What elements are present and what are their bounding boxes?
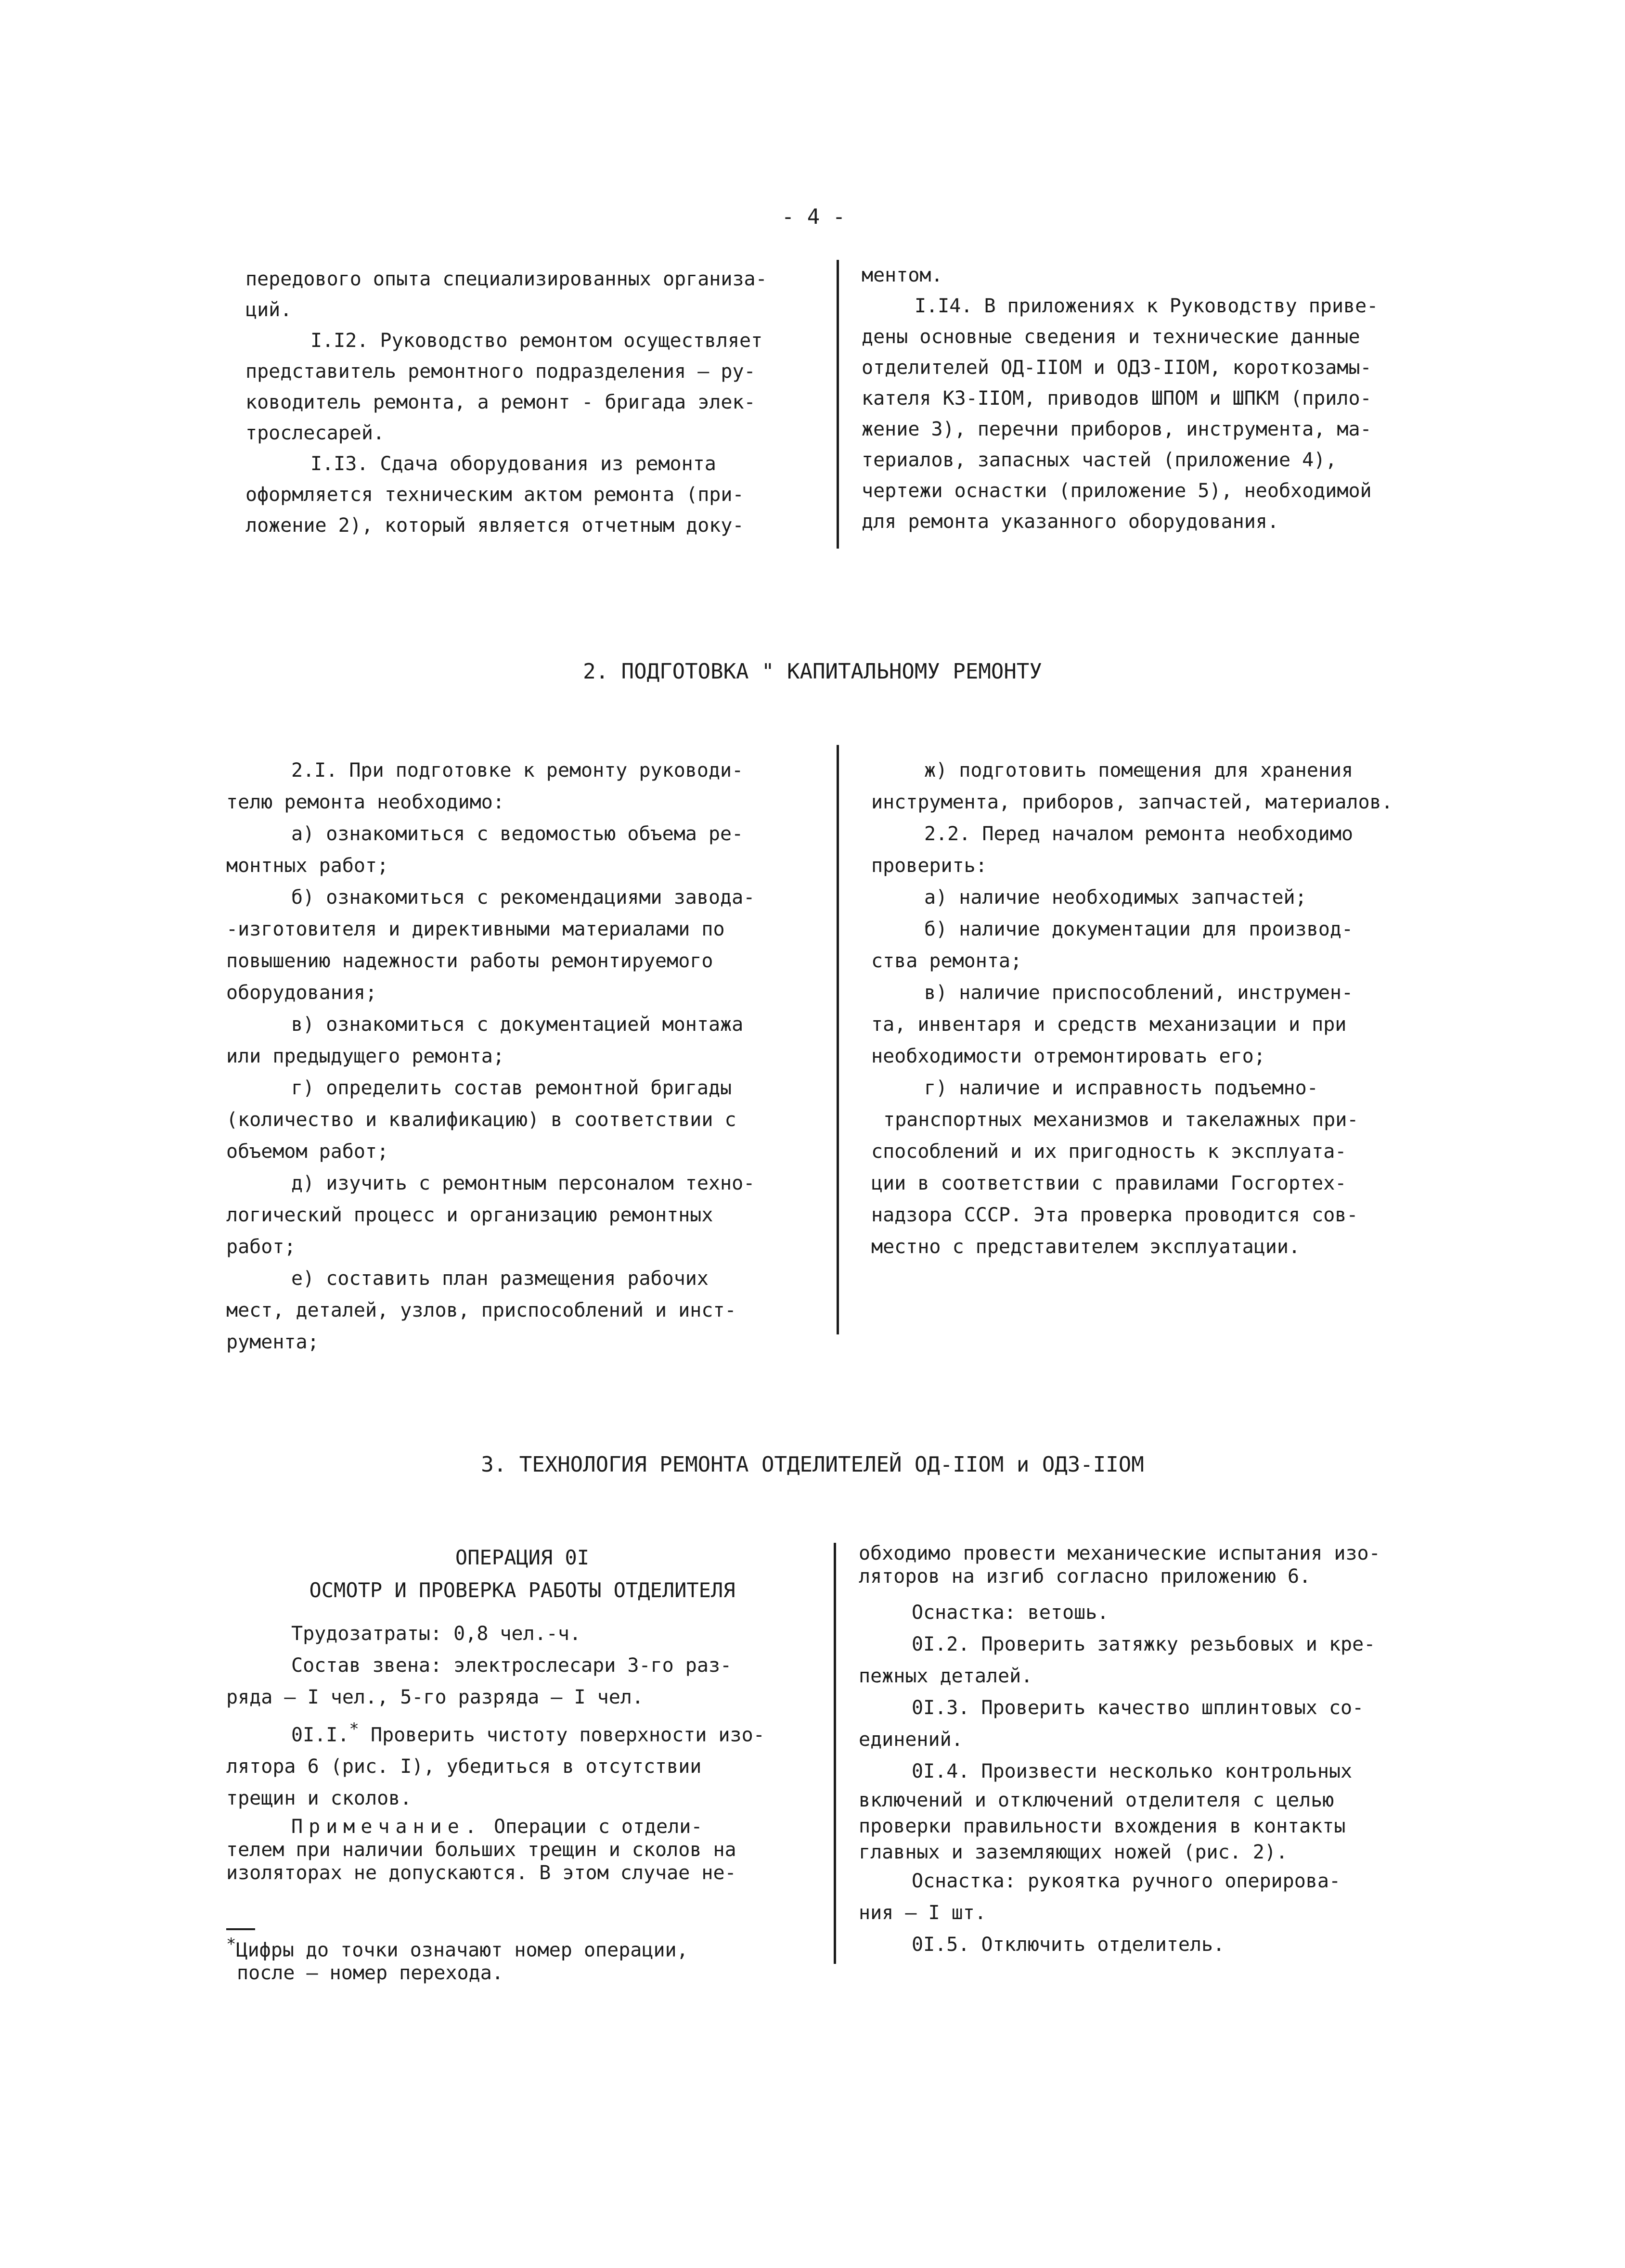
paragraph: ментом. <box>862 264 943 286</box>
paragraph: Оснастка: рукоятка ручного оперирова- <box>912 1870 1341 1892</box>
paragraph: в) наличие приспособлений, инструмен- <box>924 982 1354 1004</box>
footnote-text: Цифры до точки означают номер операции, <box>236 1939 688 1961</box>
paragraph: проверить: <box>871 855 987 877</box>
paragraph: работ; <box>226 1236 296 1258</box>
paragraph: ния – I шт. <box>859 1902 986 1924</box>
paragraph: Трудозатраты: 0,8 чел.-ч. <box>291 1623 581 1645</box>
note-text: Операции с отдели- <box>482 1816 703 1838</box>
paragraph: трослесарей. <box>245 422 385 444</box>
section1-left-column <box>245 264 813 541</box>
section-heading: 3. ТЕХНОЛОГИЯ РЕМОНТА ОТДЕЛИТЕЛЕЙ ОД-IIОМ и ОДЗ-IIОМ <box>481 1452 1144 1477</box>
paragraph: пежных деталей. <box>859 1665 1033 1687</box>
paragraph: е) составить план размещения рабочих <box>291 1268 709 1290</box>
note-line: изоляторах не допускаются. В этом случае не- <box>226 1862 736 1884</box>
paragraph: обходимо провести механические испытания изо- <box>859 1542 1380 1564</box>
paragraph: в) ознакомиться с документацией монтажа <box>291 1013 744 1036</box>
section3-right-column <box>859 1542 1451 1960</box>
text: Проверить чистоту поверхности изо- <box>359 1724 765 1746</box>
paragraph: Состав звена: электрослесари 3-го раз- <box>291 1654 732 1677</box>
section1-right-column <box>862 260 1439 537</box>
paragraph: ций. <box>245 299 292 321</box>
paragraph: трещин и сколов. <box>226 1787 412 1810</box>
paragraph: местно с представителем эксплуатации. <box>871 1236 1301 1258</box>
paragraph: кателя КЗ-IIОМ, приводов ШПОМ и ШПКМ (прило- <box>862 387 1372 410</box>
paragraph: ложение 2), который является отчетным доку- <box>245 514 744 537</box>
operation-number: 0I.I. <box>291 1724 349 1746</box>
paragraph: необходимости отремонтировать его; <box>871 1045 1265 1067</box>
paragraph: та, инвентаря и средств механизации и при <box>871 1013 1347 1036</box>
paragraph: или предыдущего ремонта; <box>226 1045 504 1067</box>
paragraph: д) изучить с ремонтным персоналом техно- <box>291 1172 755 1194</box>
paragraph: передового опыта специализированных организа- <box>245 268 767 290</box>
note-line: телем при наличии больших трещин и сколов на <box>226 1839 736 1861</box>
paragraph: 2.2. Перед началом ремонта необходимо <box>924 823 1354 845</box>
paragraph: I.I4. В приложениях к Руководству приве- <box>915 295 1379 317</box>
paragraph: а) наличие необходимых запчастей; <box>924 886 1307 909</box>
paragraph: объемом работ; <box>226 1140 389 1163</box>
paragraph: I.I2. Руководство ремонтом осуществляет <box>310 330 763 352</box>
paragraph: г) определить состав ремонтной бригады <box>291 1077 732 1099</box>
paragraph: б) наличие документации для производ- <box>924 918 1354 940</box>
paragraph: способлений и их пригодность к эксплуата- <box>871 1140 1347 1163</box>
footnote-line <box>226 1933 823 1961</box>
paragraph: б) ознакомиться с рекомендациями завода- <box>291 886 755 909</box>
paragraph <box>226 1713 818 1751</box>
paragraph: инструмента, приборов, запчастей, материалов. <box>871 791 1393 813</box>
section-heading: 2. ПОДГОТОВКА " КАПИТАЛЬНОМУ РЕМОНТУ <box>583 659 1042 684</box>
paragraph: надзора СССР. Эта проверка проводится сов- <box>871 1204 1358 1226</box>
paragraph: ководитель ремонта, а ремонт - бригада элек- <box>245 391 756 413</box>
note <box>226 1815 823 1884</box>
paragraph: проверки правильности вхождения в контакты <box>859 1815 1346 1837</box>
paragraph: оборудования; <box>226 982 377 1004</box>
paragraph: для ремонта указанного оборудования. <box>862 511 1279 533</box>
operation-title: ОПЕРАЦИЯ 0I <box>455 1546 590 1569</box>
paragraph: ряда – I чел., 5-го разряда – I чел. <box>226 1686 644 1708</box>
paragraph: жение 3), перечни приборов, инструмента, ма- <box>862 418 1372 440</box>
note-label: Примечание. <box>291 1816 482 1838</box>
paragraph: г) наличие и исправность подъемно- <box>924 1077 1318 1099</box>
paragraph: 0I.3. Проверить качество шплинтовых со- <box>912 1697 1364 1719</box>
footnote-rule <box>226 1928 255 1930</box>
paragraph: а) ознакомиться с ведомостью объема ре- <box>291 823 744 845</box>
note-line <box>226 1815 823 1838</box>
paragraph: монтных работ; <box>226 855 389 877</box>
paragraph: ства ремонта; <box>871 950 1022 972</box>
operation-subtitle: ОСМОТР И ПРОВЕРКА РАБОТЫ ОТДЕЛИТЕЛЯ <box>309 1578 735 1602</box>
paragraph: мест, деталей, узлов, приспособлений и инст- <box>226 1299 736 1321</box>
paragraph: ж) подготовить помещения для хранения <box>924 759 1354 782</box>
paragraph: чертежи оснастки (приложение 5), необходимой <box>862 480 1372 502</box>
footnote-line: после – номер перехода. <box>237 1962 503 1985</box>
paragraph: Оснастка: ветошь. <box>912 1602 1109 1624</box>
paragraph: 2.I. При подготовке к ремонту руководи- <box>291 759 744 782</box>
footnote-mark: * <box>226 1935 236 1954</box>
paragraph: лятора 6 (рис. I), убедиться в отсутствии <box>226 1755 702 1778</box>
paragraph: -изготовителя и директивными материалами по <box>226 918 725 940</box>
page-number: - 4 - <box>781 205 846 229</box>
paragraph: румента; <box>226 1331 319 1353</box>
paragraph: (количество и квалификацию) в соответствии с <box>226 1109 736 1131</box>
paragraph: 0I.5. Отключить отделитель. <box>912 1934 1225 1956</box>
paragraph: 0I.4. Произвести несколько контрольных <box>912 1760 1353 1782</box>
paragraph: ляторов на изгиб согласно приложению 6. <box>859 1565 1311 1588</box>
paragraph: 0I.2. Проверить затяжку резьбовых и кре- <box>912 1633 1376 1655</box>
column-divider <box>837 260 839 549</box>
paragraph: оформляется техническим актом ремонта (при- <box>245 484 744 506</box>
paragraph: отделителей ОД-IIОМ и ОДЗ-IIОМ, короткозамы- <box>862 357 1372 379</box>
section2-left-column <box>226 755 818 1358</box>
section2-right-column <box>871 755 1458 1263</box>
paragraph: повышению надежности работы ремонтируемого <box>226 950 713 972</box>
paragraph: I.I3. Сдача оборудования из ремонта <box>310 453 716 475</box>
paragraph: главных и заземляющих ножей (рис. 2). <box>859 1841 1288 1863</box>
footnote-ref: * <box>349 1719 359 1739</box>
paragraph: ции в соответствии с правилами Госгортех- <box>871 1172 1347 1194</box>
footnote <box>226 1933 823 1985</box>
paragraph: единений. <box>859 1729 963 1751</box>
paragraph: телю ремонта необходимо: <box>226 791 504 813</box>
paragraph: представитель ремонтного подразделения – ру- <box>245 360 756 383</box>
section3-left-column <box>226 1618 818 1814</box>
paragraph: логический процесс и организацию ремонтных <box>226 1204 713 1226</box>
column-divider <box>834 1543 836 1964</box>
paragraph: териалов, запасных частей (приложение 4), <box>862 449 1337 471</box>
paragraph: включений и отключений отделителя с целью <box>859 1789 1334 1811</box>
paragraph: дены основные сведения и технические данные <box>862 326 1360 348</box>
paragraph: транспортных механизмов и такелажных при- <box>883 1109 1359 1131</box>
column-divider <box>837 745 839 1334</box>
